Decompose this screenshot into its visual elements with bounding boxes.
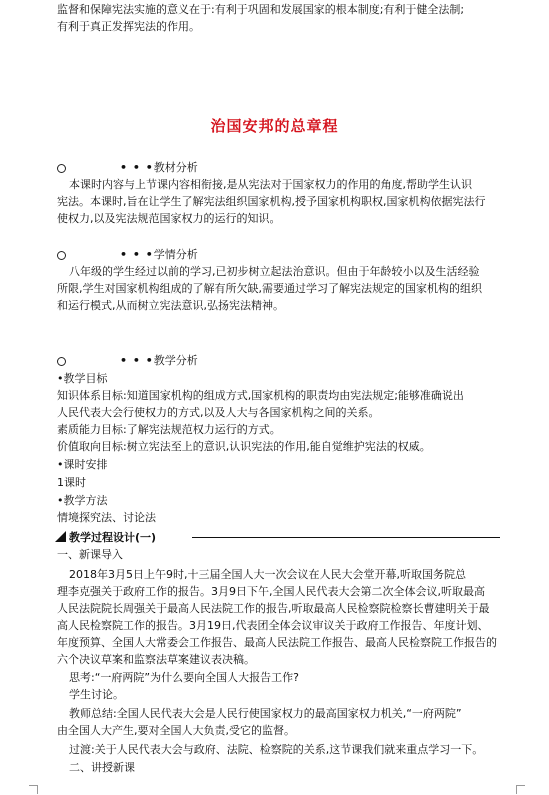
corner-mark — [516, 785, 525, 794]
paragraph-line: 年度预算、全国人大常委会工作报告、最高人民法院工作报告、最高人民检察院工作报告的 — [57, 636, 497, 649]
corner-mark — [29, 785, 38, 794]
paragraph-line: 人民法院院长周强关于最高人民法院工作的报告,听取最高人民检察院检察长曹建明关于最 — [57, 602, 490, 615]
lesson-title: 治国安邦的总章程 — [210, 117, 339, 135]
paragraph-line: 由全国人大产生,要对全国人大负责,受它的监督。 — [57, 724, 295, 737]
paragraph-line: 理李克强关于政府工作的报告。3月9日下午,全国人民代表大会第二次全体会议,听取最高 — [57, 585, 485, 598]
paragraph-line: 素质能力目标:了解宪法规范权力运行的方式。 — [57, 423, 281, 436]
triangle-icon — [55, 531, 66, 542]
paragraph-line: 知识体系目标:知道国家机构的组成方式,国家机构的职责均由宪法规定;能够准确说出 — [57, 389, 464, 402]
banner-rule — [192, 537, 500, 538]
paragraph-line: 和运行模式,从而树立宪法意识,弘扬宪法精神。 — [57, 299, 284, 312]
dots-icon: • • • — [120, 161, 154, 174]
subheading-bullet: •教学目标 — [57, 372, 108, 385]
section-heading-textbook — [57, 161, 198, 175]
paragraph-line: 六个决议草案和监察法草案建议表决稿。 — [57, 653, 255, 666]
paragraph-line: 1课时 — [57, 476, 86, 489]
paragraph-line: 2018年3月5日上午9时,十三届全国人大一次会议在人民大会堂开幕,听取国务院总 — [69, 568, 466, 581]
process-banner — [55, 531, 500, 545]
section-heading-student — [57, 248, 198, 262]
subheading-bullet: •教学方法 — [57, 494, 108, 507]
section-heading-text: 教学分析 — [153, 354, 198, 367]
paragraph-line: 思考:“一府两院”为什么要向全国人大报告工作? — [69, 671, 299, 684]
paragraph-line: 有利于真正发挥宪法的作用。 — [57, 20, 200, 33]
paragraph-line: 学生讨论。 — [69, 688, 124, 701]
paragraph-line: 教师总结:全国人民代表大会是人民行使国家权力的最高国家权力机关,“一府两院” — [69, 707, 462, 720]
paragraph-line: 本课时内容与上节课内容相衔接,是从宪法对于国家权力的作用的角度,帮助学生认识 — [69, 178, 472, 191]
paragraph-line: 过渡:关于人民代表大会与政府、法院、检察院的关系,这节课我们就来重点学习一下。 — [69, 743, 484, 756]
paragraph-line: 人民代表大会行使权力的方式,以及人大与各国家机构之间的关系。 — [57, 406, 380, 419]
section-heading-teaching — [57, 354, 198, 368]
paragraph-line: 价值取向目标:树立宪法至上的意识,认识宪法的作用,能自觉维护宪法的权威。 — [57, 440, 431, 453]
paragraph-line: 使权力,以及宪法规范国家权力的运行的知识。 — [57, 212, 281, 225]
paragraph-line: 所限,学生对国家机构组成的了解有所欠缺,需要通过学习了解宪法规定的国家机构的组织 — [57, 282, 482, 295]
paragraph-line: 二、讲授新课 — [69, 761, 135, 774]
subheading-bullet: •课时安排 — [57, 458, 108, 471]
banner-label: 教学过程设计(一) — [69, 531, 157, 544]
paragraph-line: 一、新课导入 — [57, 548, 123, 561]
section-heading-text: 学情分析 — [153, 248, 198, 261]
circle-bullet-icon — [57, 357, 66, 366]
paragraph-line: 高人民检察院工作的报告。3月19日,代表团全体会议审议关于政府工作报告、年度计划、 — [57, 619, 489, 632]
paragraph-line: 八年级的学生经过以前的学习,已初步树立起法治意识。但由于年龄较小以及生活经验 — [69, 265, 480, 278]
dots-icon: • • • — [120, 248, 154, 261]
section-heading-text: 教材分析 — [153, 161, 198, 174]
dots-icon: • • • — [120, 354, 154, 367]
circle-bullet-icon — [57, 251, 66, 260]
paragraph-line: 情境探究法、讨论法 — [57, 511, 156, 524]
circle-bullet-icon — [57, 164, 66, 173]
paragraph-line: 监督和保障宪法实施的意义在于:有利于巩固和发展国家的根本制度;有利于健全法制; — [57, 3, 465, 16]
paragraph-line: 宪法。本课时,旨在让学生了解宪法组织国家机构,授予国家机构职权,国家机构依据宪法行 — [57, 195, 486, 208]
